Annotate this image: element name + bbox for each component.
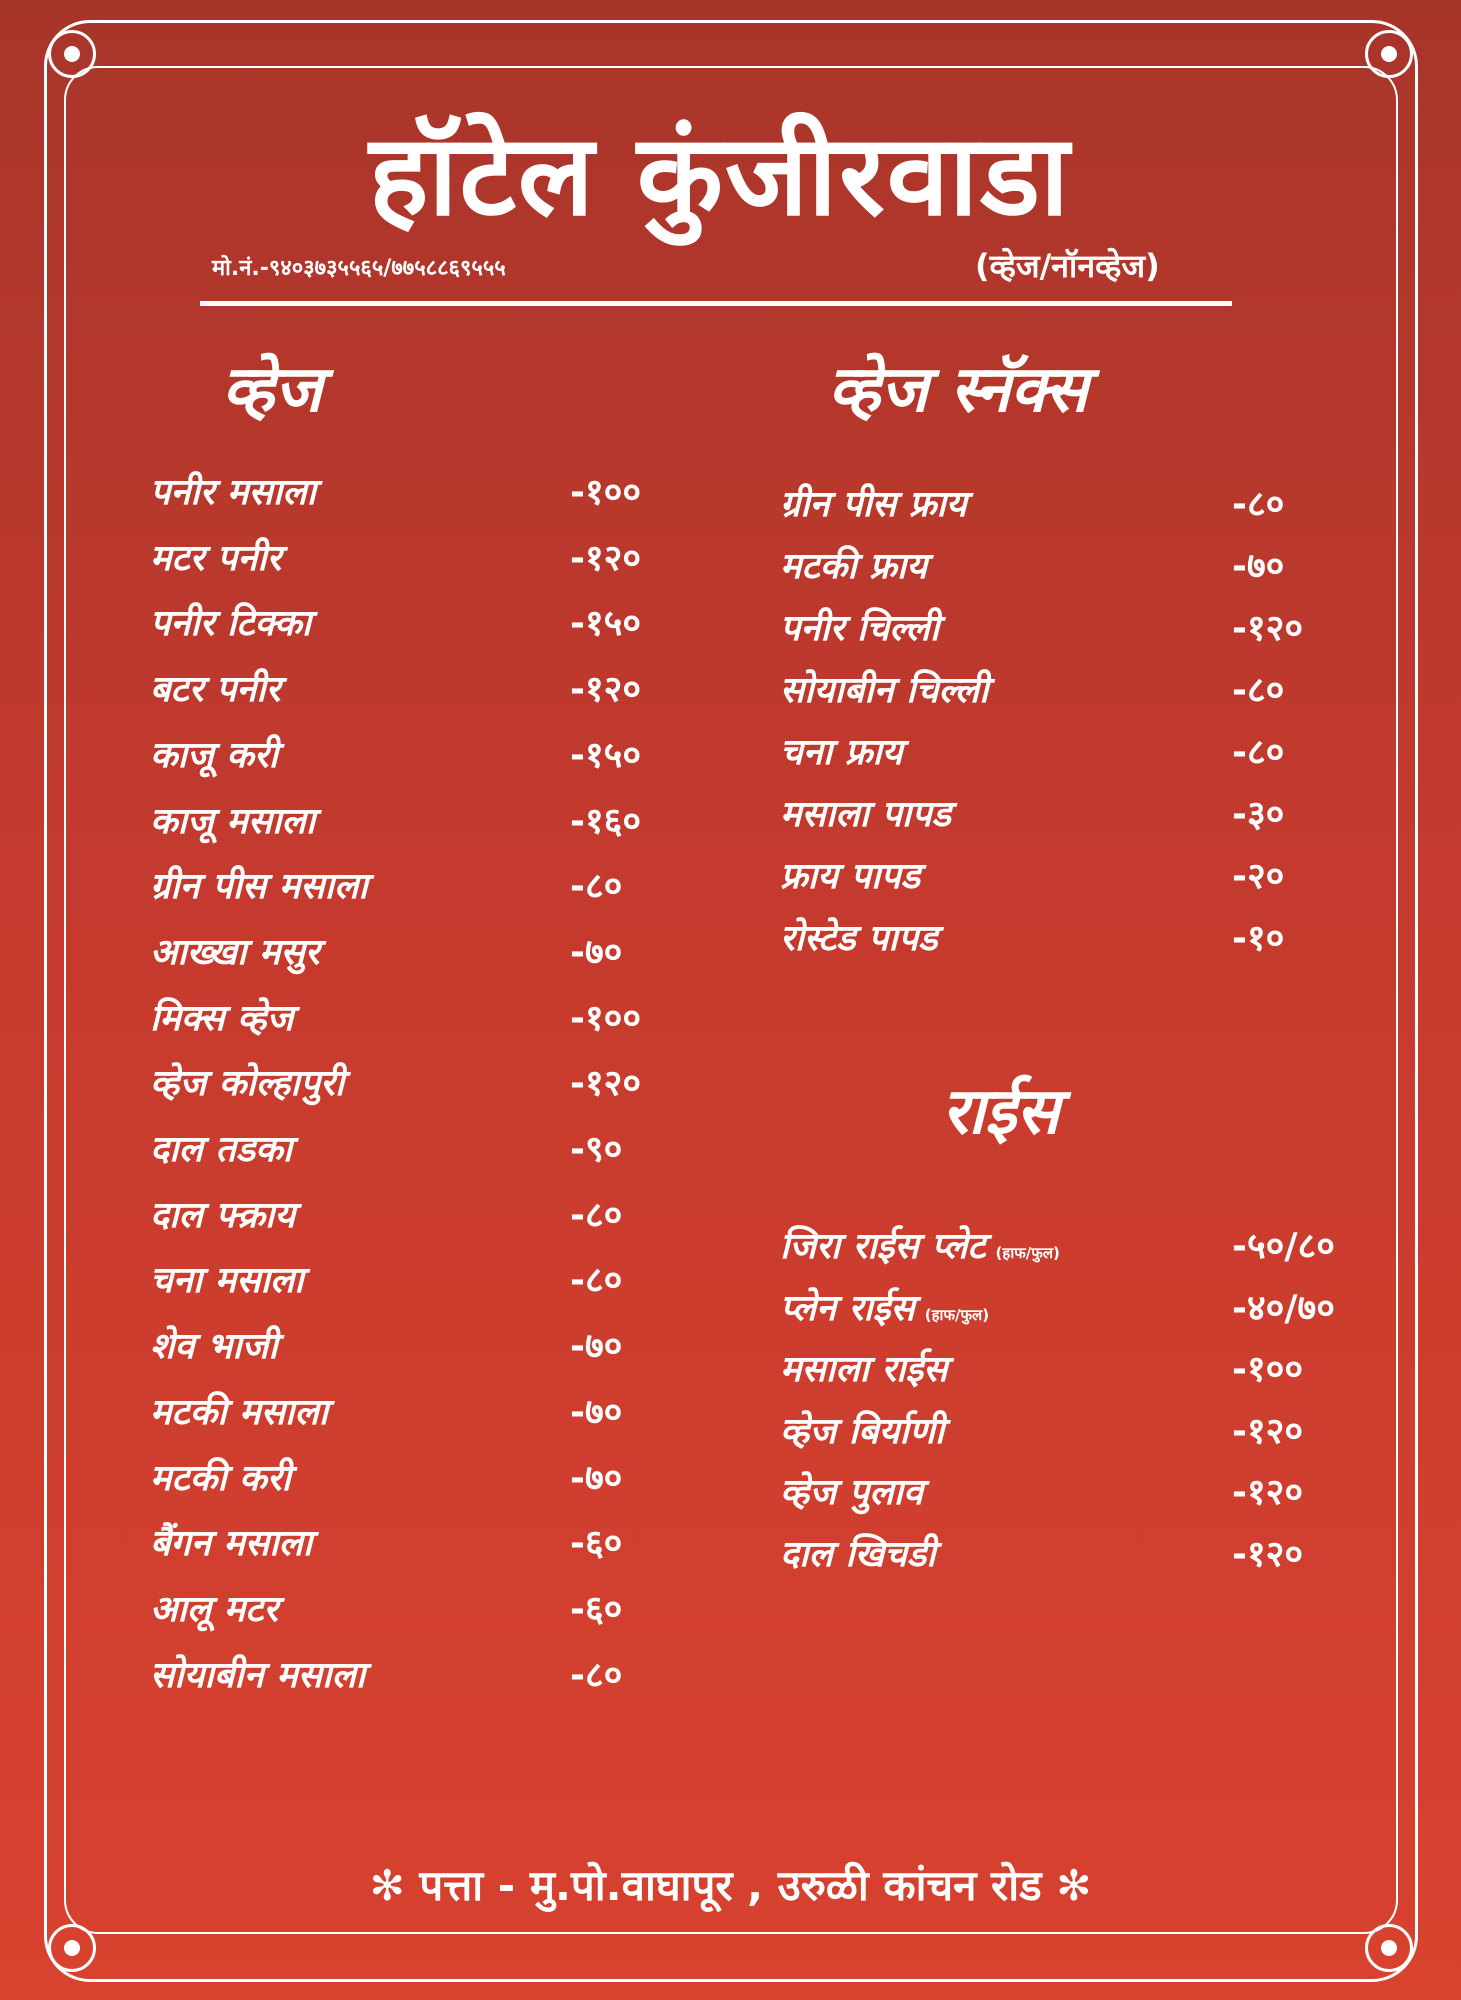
- menu-item-price: -१२०: [1232, 1410, 1304, 1452]
- menu-item-name: दाल तडका: [150, 1128, 293, 1170]
- menu-item-price: -८०: [1232, 484, 1285, 525]
- veg-heading: व्हेज: [222, 352, 322, 427]
- header-divider: [200, 301, 1232, 306]
- menu-item-name: मटकी करी: [150, 1456, 291, 1499]
- veg-snacks-heading: व्हेज स्नॅक्स: [828, 352, 1088, 427]
- menu-item-price: -१२०: [1232, 608, 1304, 649]
- rice-heading: राईस: [942, 1074, 1060, 1149]
- menu-item-name-wrap: [780, 1220, 1060, 1269]
- menu-item-price: -१२०: [1232, 1533, 1304, 1575]
- menu-item-price: -१०: [1232, 918, 1285, 959]
- menu-item-price: -१२०: [1232, 1472, 1304, 1513]
- menu-item-name: पनीर चिल्ली: [780, 607, 940, 649]
- menu-item-name: मटकी फ्राय: [780, 545, 928, 587]
- menu-item-name: मसाला पापड: [780, 793, 951, 835]
- menu-item-name: ग्रीन पीस मसाला: [150, 865, 368, 908]
- menu-item-price: -७०: [570, 1457, 623, 1499]
- menu-item-price: -८०: [570, 1260, 623, 1302]
- menu-item-name: मटकी मसाला: [150, 1390, 329, 1433]
- menu-item-price: -७०: [1232, 546, 1285, 587]
- menu-item-price: -१५०: [570, 734, 642, 776]
- menu-item-name: दाल फ्क्राय: [150, 1193, 296, 1236]
- menu-item-price: -६०: [570, 1588, 623, 1630]
- menu-item-name: पनीर मसाला: [150, 471, 316, 513]
- phone-number: मो.नं.-९४०३७३५५६५/७७५८८६९५५५: [212, 256, 506, 281]
- menu-item-name: मटर पनीर: [150, 536, 282, 579]
- menu-item-price: -१००: [1232, 1349, 1304, 1390]
- menu-item-price: -१००: [570, 472, 642, 513]
- menu-item-price: -५०/८०: [1232, 1226, 1335, 1267]
- menu-item-price: -१२०: [570, 537, 642, 579]
- menu-item-price: -४०/७०: [1232, 1287, 1335, 1329]
- menu-item-name: काजू करी: [150, 733, 278, 776]
- menu-item-name: रोस्टेड पापड: [780, 917, 938, 959]
- menu-item-name-wrap: [780, 1282, 989, 1331]
- address-footer: ✻ पत्ता - मु.पो.वाघापूर , उरुळी कांचन रोड ✻: [369, 1861, 1092, 1910]
- menu-item-price: -७०: [570, 1326, 623, 1368]
- menu-item-name: बटर पनीर: [150, 668, 281, 711]
- menu-item-name: चना मसाला: [150, 1259, 304, 1302]
- menu-item-portion-note: (हाफ/फुल): [995, 1244, 1060, 1262]
- menu-item-price: -१२०: [570, 669, 642, 711]
- cuisine-type: (व्हेज/नॉनव्हेज): [975, 247, 1160, 285]
- menu-item-price: -१६०: [570, 800, 642, 842]
- menu-item-price: -३०: [1232, 794, 1285, 835]
- menu-item-name: जिरा राईस प्लेट: [780, 1225, 986, 1267]
- menu-item-portion-note: (हाफ/फुल): [924, 1305, 990, 1324]
- menu-item-name: फ्राय पापड: [780, 855, 920, 897]
- menu-item-name: ग्रीन पीस फ्राय: [780, 483, 967, 525]
- menu-item-name: दाल खिचडी: [780, 1532, 936, 1575]
- menu-item-name: व्हेज पुलाव: [780, 1471, 923, 1513]
- menu-item-price: -७०: [570, 931, 623, 973]
- menu-item-price: -८०: [1232, 732, 1285, 773]
- menu-item-price: -१५०: [570, 603, 642, 645]
- menu-item-name: आख्खा मसुर: [150, 930, 320, 973]
- menu-item-price: -१००: [570, 997, 642, 1039]
- menu-item-name: चना फ्राय: [780, 731, 903, 773]
- menu-item-name: प्लेन राईस: [780, 1286, 915, 1329]
- corner-ornament-icon: [1365, 30, 1413, 78]
- corner-ornament-icon: [48, 1924, 96, 1972]
- menu-item-price: -७०: [570, 1391, 623, 1433]
- menu-item-price: -८०: [570, 1654, 623, 1696]
- menu-item-name: व्हेज बिर्याणी: [780, 1409, 945, 1452]
- menu-item-price: -६०: [570, 1523, 623, 1565]
- menu-item-price: -२०: [1232, 856, 1285, 897]
- menu-item-name: आलू मटर: [150, 1587, 279, 1630]
- menu-item-name: सोयाबीन चिल्ली: [780, 669, 989, 711]
- menu-item-price: -८०: [1232, 670, 1285, 711]
- menu-item-price: -८०: [570, 1194, 623, 1236]
- menu-item-name: व्हेज कोल्हापुरी: [150, 1062, 345, 1105]
- menu-item-name: बैंगन मसाला: [150, 1522, 313, 1565]
- menu-item-price: -१२०: [570, 1063, 642, 1105]
- menu-item-name: पनीर टिक्का: [150, 602, 312, 645]
- menu-item-name: सोयाबीन मसाला: [150, 1653, 366, 1696]
- menu-item-price: -९०: [570, 1129, 623, 1170]
- corner-ornament-icon: [1365, 1924, 1413, 1972]
- menu-item-name: मिक्स व्हेज: [150, 996, 294, 1039]
- menu-item-name: शेव भाजी: [150, 1325, 278, 1368]
- menu-item-price: -८०: [570, 866, 623, 908]
- menu-item-name: मसाला राईस: [780, 1348, 948, 1390]
- hotel-title: हॉटेल कुंजीरवाडा: [368, 111, 1071, 241]
- corner-ornament-icon: [48, 30, 96, 78]
- menu-item-name: काजू मसाला: [150, 799, 316, 842]
